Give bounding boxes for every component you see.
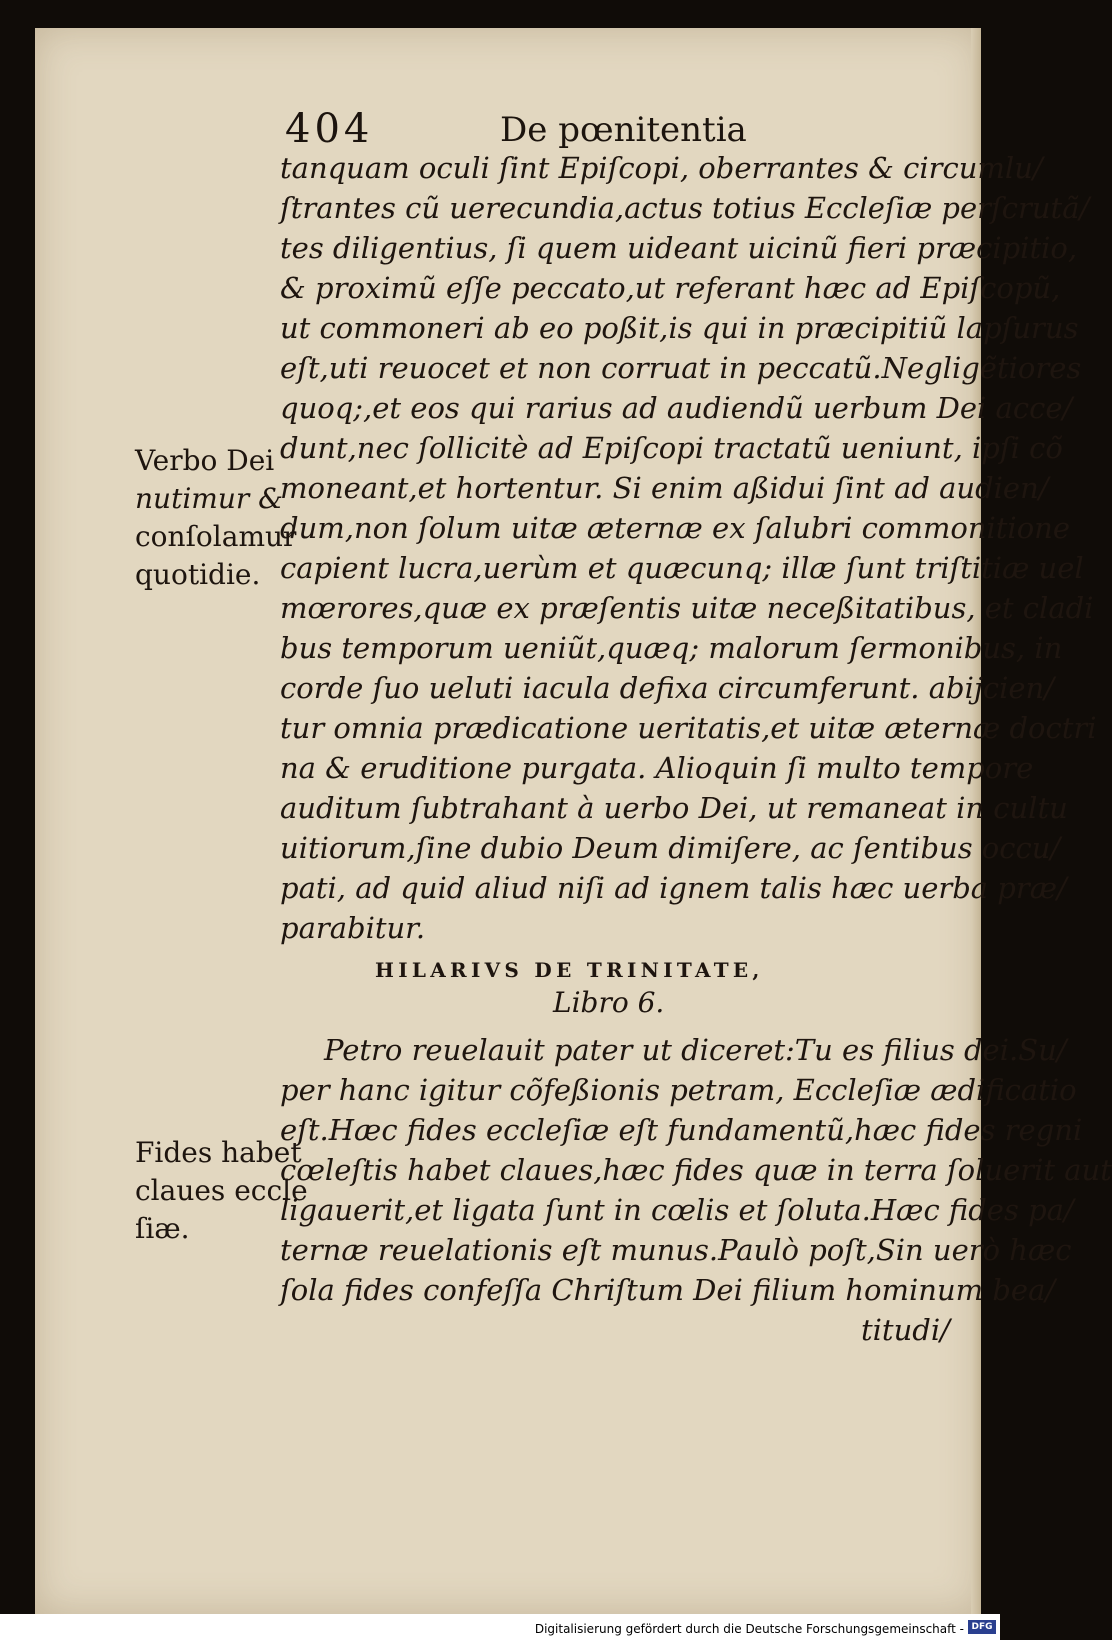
marginal-line: quotidie. xyxy=(135,558,261,591)
text-line: capient lucra,uerùm et quæcunq; illæ ſunt triſtitiæ uel xyxy=(280,551,1084,585)
text-line: ut commoneri ab eo poßit,is qui in præcipitiũ lapſurus xyxy=(280,311,1079,345)
text-line: quoq;,et eos qui rarius ad audiendũ uerbum Dei acce/ xyxy=(280,391,1073,425)
marginal-note xyxy=(135,1134,308,1248)
marginal-line: nutimur & xyxy=(135,482,284,515)
text-line: mœrores,quæ ex præſentis uitæ neceßitatibus, et cladi xyxy=(280,591,1094,625)
text-line: titudi/ xyxy=(861,1313,950,1347)
marginal-line: ſiæ. xyxy=(135,1212,190,1245)
text-line: ternæ reuelationis eſt munus.Paulò poſt,Sin uerò hæc xyxy=(280,1233,1072,1267)
marginal-line: Verbo Dei xyxy=(135,444,275,477)
text-line: dum,non ſolum uitæ æternæ ex ſalubri commonitione xyxy=(280,511,1070,545)
footer-bar xyxy=(0,1614,1000,1640)
text-line: moneant,et hortentur. Si enim aßidui ſint ad audien/ xyxy=(280,471,1049,505)
text-line: eſt.Hæc fides eccleſiæ eſt fundamentũ,hæc fides regni xyxy=(280,1113,1083,1147)
text-line: per hanc igitur cõfeßionis petram, Eccleſiæ ædificatio xyxy=(280,1073,1077,1107)
text-line: eſt,uti reuocet et non corruat in peccatũ.Negligẽtiores xyxy=(280,351,1082,385)
text-line: tanquam oculi ſint Epiſcopi, oberrantes & circumlu/ xyxy=(280,151,1043,185)
marginal-line: claues eccle xyxy=(135,1174,308,1207)
text-line: tes diligentius, ſi quem uideant uicinũ fieri præcipitio, xyxy=(280,231,1078,265)
text-line: cœleſtis habet claues,hæc fides quæ in terra ſoluerit aut xyxy=(280,1153,1112,1187)
text-line: ſola fides confeſſa Chriſtum Dei filium hominum bea/ xyxy=(280,1273,1056,1307)
text-line: Petro reuelauit pater ut diceret:Tu es filius dei.Su/ xyxy=(324,1033,1067,1067)
text-line: tur omnia prædicatione ueritatis,et uitæ æternæ doctri xyxy=(280,711,1097,745)
book-page xyxy=(35,28,1112,1614)
text-line: ligauerit,et ligata ſunt in cœlis et ſoluta.Hæc fides pa/ xyxy=(280,1193,1074,1227)
dfg-logo: DFG xyxy=(968,1620,996,1634)
text-line: corde ſuo ueluti iacula defixa circumferunt. abijcien/ xyxy=(280,671,1054,705)
text-line: parabitur. xyxy=(280,911,426,945)
text-line: pati, ad quid aliud niſi ad ignem talis hæc uerba præ/ xyxy=(280,871,1067,905)
section-subheading: Libro 6. xyxy=(553,986,665,1019)
text-line: na & eruditione purgata. Alioquin ſi multo tempore xyxy=(280,751,1034,785)
marginal-line: Fides habet xyxy=(135,1136,302,1169)
page-number: 404 xyxy=(285,106,374,152)
text-line: uitiorum,ſine dubio Deum dimiſere, ac ſentibus occu/ xyxy=(280,831,1061,865)
marginal-note xyxy=(135,442,296,594)
marginal-line: conſolamur xyxy=(135,520,297,553)
text-line: & proximũ eſſe peccato,ut referant hæc ad Epiſcopũ, xyxy=(280,271,1061,305)
text-line: auditum ſubtrahant à uerbo Dei, ut remaneat in cultu xyxy=(280,791,1068,825)
section-heading: HILARIVS DE TRINITATE, xyxy=(375,958,764,982)
text-line: bus temporum ueniũt,quæq; malorum ſermonibus, in xyxy=(280,631,1063,665)
running-title: De pœnitentia xyxy=(500,110,747,150)
text-line: ſtrantes cũ uerecundia,actus totius Eccleſiæ perſcrutã/ xyxy=(280,191,1090,225)
text-line: dunt,nec ſollicitè ad Epiſcopi tractatũ ueniunt, ipſi cõ xyxy=(280,431,1063,465)
footer-credit: Digitalisierung gefördert durch die Deutsche Forschungsgemeinschaft - xyxy=(534,1622,964,1636)
